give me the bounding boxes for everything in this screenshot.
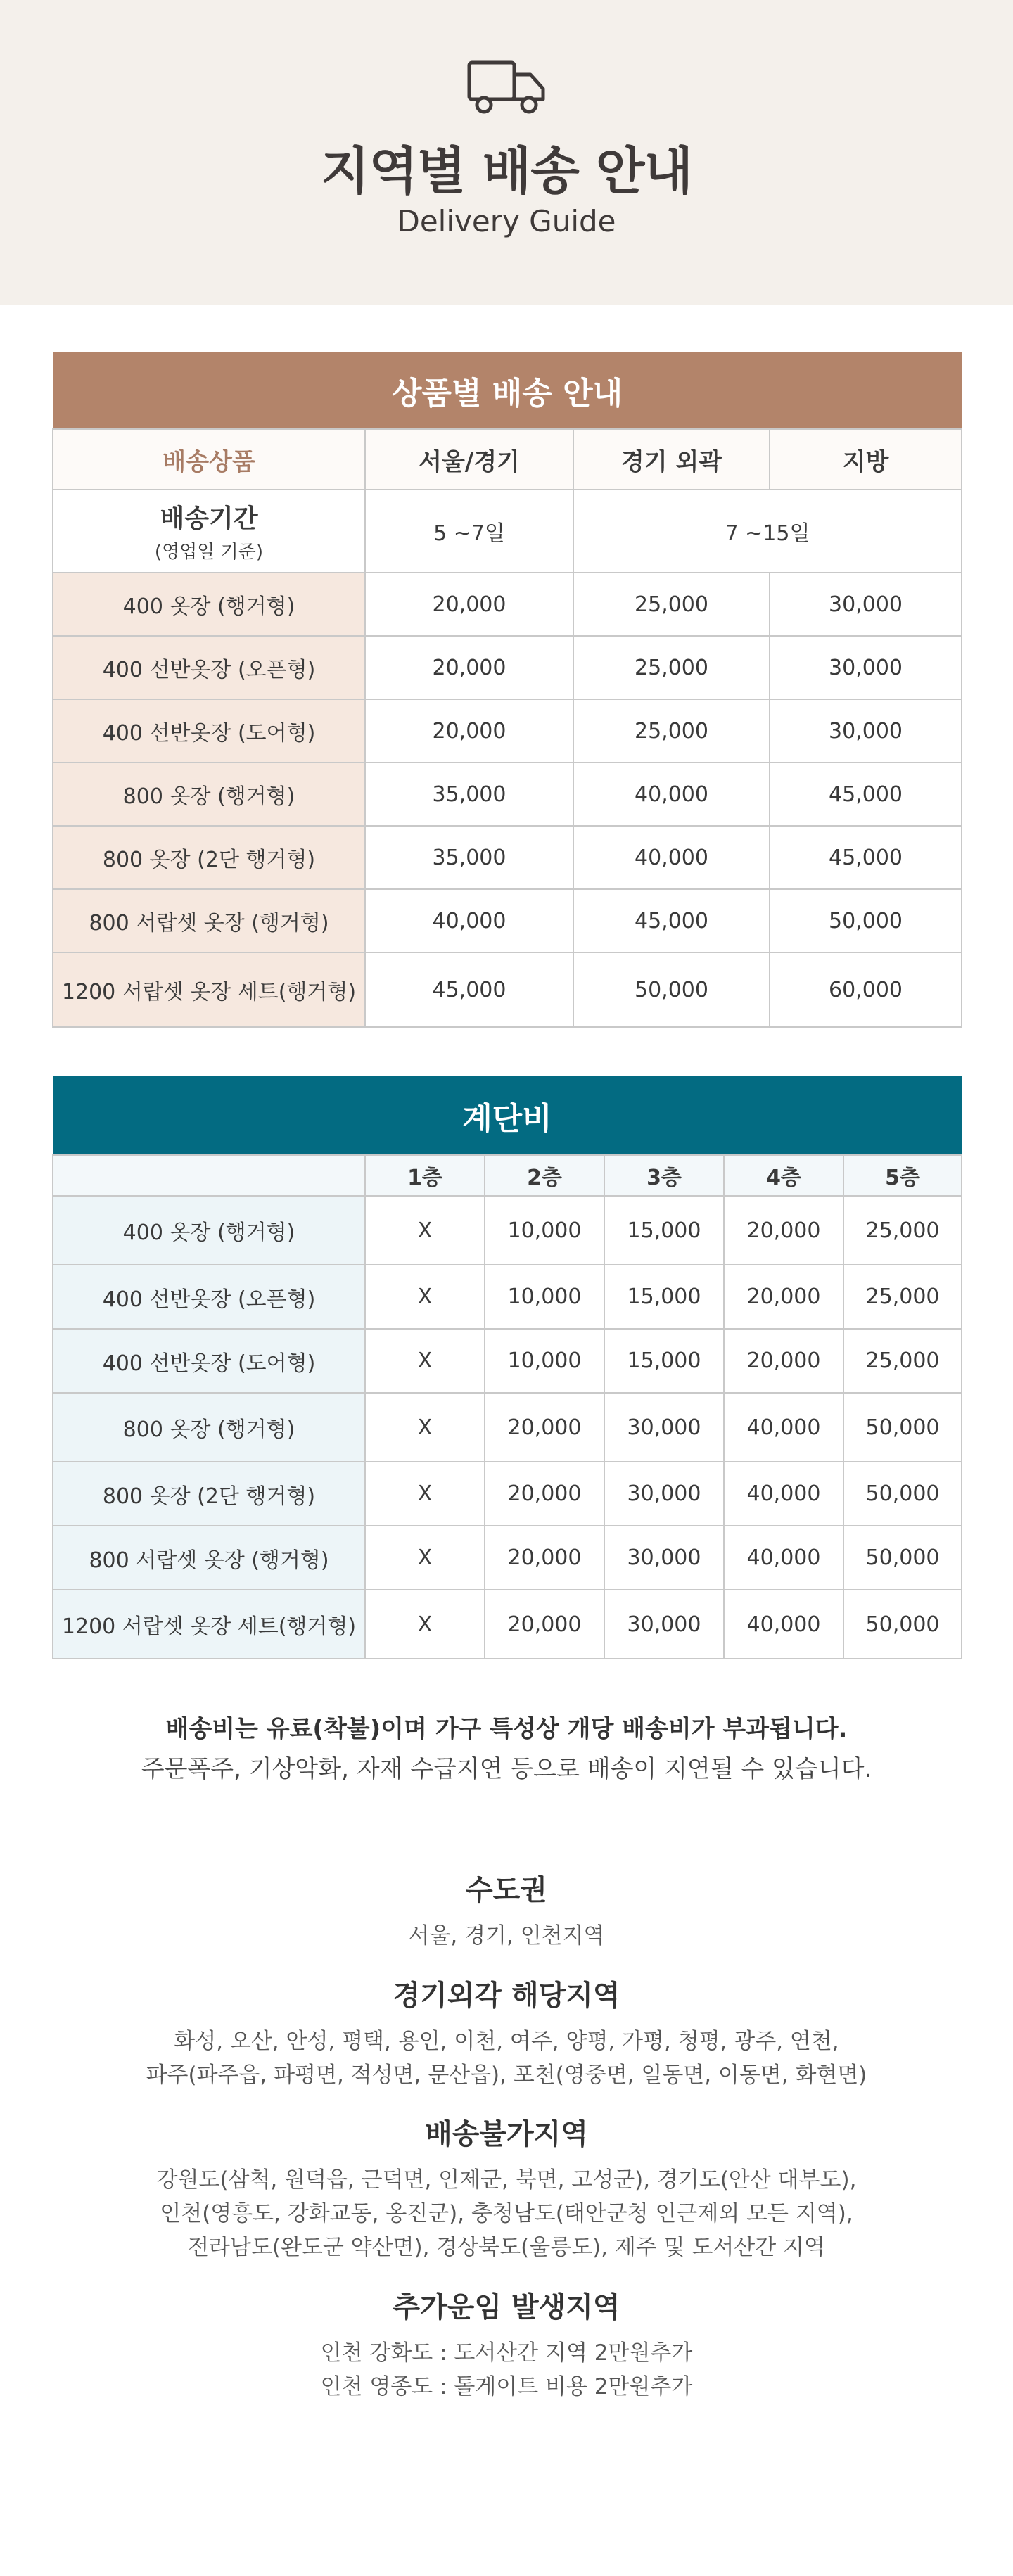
period-label: 배송기간 (160, 504, 258, 533)
fee-floor-2: 20,000 (485, 1393, 604, 1462)
fee-local: 45,000 (770, 763, 962, 826)
product-name: 800 옷장 (행거형) (53, 1393, 365, 1462)
region-line: 강원도(삼척, 원덕읍, 근덕면, 인제군, 북면, 고성군), 경기도(안산 대부도), (156, 2167, 857, 2193)
product-name: 800 옷장 (2단 행거형) (53, 1462, 365, 1526)
region-line: 파주(파주읍, 파평면, 적성면, 문산읍), 포천(영중면, 일동면, 이동면, 화현면) (146, 2062, 867, 2088)
period-seoul: 5 ~7일 (365, 490, 573, 573)
fee-outer: 40,000 (573, 763, 770, 826)
product-name: 800 서랍셋 옷장 (행거형) (53, 1526, 365, 1590)
product-name: 800 서랍셋 옷장 (행거형) (53, 889, 365, 952)
product-name: 400 선반옷장 (오픈형) (53, 636, 365, 699)
fee-outer: 25,000 (573, 636, 770, 699)
product-name: 400 선반옷장 (오픈형) (53, 1265, 365, 1329)
fee-floor-2: 20,000 (485, 1462, 604, 1526)
region-line: 인천(영흥도, 강화교동, 옹진군), 충청남도(태안군청 인근제외 모든 지역), (160, 2201, 853, 2226)
page-subtitle: Delivery Guide (397, 204, 616, 238)
table-row (53, 1329, 962, 1393)
fee-local: 30,000 (770, 699, 962, 763)
header-floor-1: 1층 (365, 1155, 485, 1196)
fee-local: 50,000 (770, 889, 962, 952)
fee-floor-5: 25,000 (843, 1329, 962, 1393)
fee-floor-3: 15,000 (604, 1196, 724, 1265)
table-row (53, 952, 962, 1027)
table-row (53, 826, 962, 889)
fee-seoul: 20,000 (365, 699, 573, 763)
fee-outer: 40,000 (573, 826, 770, 889)
header-blank (53, 1155, 365, 1196)
region-title: 추가운임 발생지역 (393, 2291, 620, 2323)
stairs-table-header (53, 1155, 962, 1196)
table-row (53, 763, 962, 826)
fee-floor-4: 40,000 (724, 1462, 843, 1526)
fee-outer: 45,000 (573, 889, 770, 952)
fee-seoul: 20,000 (365, 573, 573, 636)
fee-local: 45,000 (770, 826, 962, 889)
shipping-table-header (53, 429, 962, 490)
fee-floor-4: 40,000 (724, 1526, 843, 1590)
table-row (53, 1196, 962, 1265)
fee-local: 30,000 (770, 573, 962, 636)
fee-floor-1: X (365, 1393, 485, 1462)
period-sublabel: (영업일 기준) (154, 542, 264, 563)
table-row (53, 1462, 962, 1526)
fee-seoul: 20,000 (365, 636, 573, 699)
stairs-table-caption: 계단비 (53, 1076, 962, 1155)
product-name: 800 옷장 (2단 행거형) (53, 826, 365, 889)
header-floor-3: 3층 (604, 1155, 724, 1196)
region-line: 인천 강화도 : 도서산간 지역 2만원추가 (320, 2340, 693, 2366)
fee-floor-2: 20,000 (485, 1526, 604, 1590)
table-row (53, 573, 962, 636)
region-gyeonggi-outer (0, 1973, 1013, 2092)
fee-floor-3: 15,000 (604, 1329, 724, 1393)
fee-floor-1: X (365, 1265, 485, 1329)
fee-floor-1: X (365, 1526, 485, 1590)
truck-icon (467, 60, 546, 115)
region-line: 화성, 오산, 안성, 평택, 용인, 이천, 여주, 양평, 가평, 청평, 광주, 연천, (174, 2029, 839, 2054)
fee-outer: 25,000 (573, 573, 770, 636)
product-name: 400 옷장 (행거형) (53, 573, 365, 636)
shipping-table-caption: 상품별 배송 안내 (53, 352, 962, 429)
fee-floor-2: 10,000 (485, 1265, 604, 1329)
fee-floor-4: 20,000 (724, 1329, 843, 1393)
shipping-fee-table (52, 352, 962, 1028)
stairs-fee-table (52, 1076, 962, 1659)
fee-floor-2: 10,000 (485, 1196, 604, 1265)
header-floor-2: 2층 (485, 1155, 604, 1196)
fee-floor-4: 20,000 (724, 1265, 843, 1329)
table-row (53, 699, 962, 763)
fee-floor-4: 20,000 (724, 1196, 843, 1265)
fee-floor-1: X (365, 1329, 485, 1393)
fee-outer: 50,000 (573, 952, 770, 1027)
fee-floor-5: 25,000 (843, 1196, 962, 1265)
fee-floor-2: 20,000 (485, 1590, 604, 1659)
fee-local: 60,000 (770, 952, 962, 1027)
header-floor-5: 5층 (843, 1155, 962, 1196)
notice-bold-text: 배송비는 유료(착불)이며 가구 특성상 개당 배송비가 부과됩니다. (165, 1715, 848, 1743)
fee-floor-3: 30,000 (604, 1462, 724, 1526)
header-product: 배송상품 (53, 429, 365, 490)
fee-outer: 25,000 (573, 699, 770, 763)
fee-local: 30,000 (770, 636, 962, 699)
fee-floor-5: 50,000 (843, 1590, 962, 1659)
table-row (53, 1590, 962, 1659)
region-title: 수도권 (466, 1874, 547, 1906)
header-seoul: 서울/경기 (365, 429, 573, 490)
table-row (53, 889, 962, 952)
fee-floor-3: 30,000 (604, 1393, 724, 1462)
fee-seoul: 35,000 (365, 763, 573, 826)
region-extra-fee (0, 2285, 1013, 2404)
header-outer: 경기 외곽 (573, 429, 770, 490)
fee-floor-5: 50,000 (843, 1393, 962, 1462)
product-name: 400 선반옷장 (도어형) (53, 699, 365, 763)
fee-floor-1: X (365, 1590, 485, 1659)
hero-header (0, 0, 1013, 305)
table-row (53, 1526, 962, 1590)
region-line: 서울, 경기, 인천지역 (408, 1923, 605, 1949)
delivery-period-row (53, 490, 962, 573)
region-title: 배송불가지역 (425, 2118, 588, 2150)
region-line: 인천 영종도 : 톨게이트 비용 2만원추가 (320, 2374, 693, 2399)
fee-floor-5: 50,000 (843, 1526, 962, 1590)
table-row (53, 1393, 962, 1462)
product-name: 400 옷장 (행거형) (53, 1196, 365, 1265)
shipping-notice (0, 1709, 1013, 1784)
region-undeliverable (0, 2112, 1013, 2264)
table-row (53, 1265, 962, 1329)
fee-floor-5: 25,000 (843, 1265, 962, 1329)
fee-floor-4: 40,000 (724, 1590, 843, 1659)
region-title: 경기외각 해당지역 (393, 1979, 620, 2012)
fee-floor-3: 30,000 (604, 1590, 724, 1659)
notice-text: 주문폭주, 기상악화, 자재 수급지연 등으로 배송이 지연될 수 있습니다. (141, 1755, 872, 1783)
fee-floor-1: X (365, 1462, 485, 1526)
fee-floor-3: 15,000 (604, 1265, 724, 1329)
page-title: 지역별 배송 안내 (321, 141, 692, 200)
header-local: 지방 (770, 429, 962, 490)
table-row (53, 636, 962, 699)
region-line: 전라남도(완도군 약산면), 경상북도(울릉도), 제주 및 도서산간 지역 (188, 2235, 825, 2260)
product-name: 1200 서랍셋 옷장 세트(행거형) (53, 952, 365, 1027)
product-name: 400 선반옷장 (도어형) (53, 1329, 365, 1393)
fee-floor-1: X (365, 1196, 485, 1265)
region-capital (0, 1868, 1013, 1953)
fee-floor-5: 50,000 (843, 1462, 962, 1526)
product-name: 1200 서랍셋 옷장 세트(행거형) (53, 1590, 365, 1659)
header-floor-4: 4층 (724, 1155, 843, 1196)
fee-seoul: 35,000 (365, 826, 573, 889)
fee-seoul: 40,000 (365, 889, 573, 952)
period-other: 7 ~15일 (573, 490, 962, 573)
product-name: 800 옷장 (행거형) (53, 763, 365, 826)
fee-seoul: 45,000 (365, 952, 573, 1027)
fee-floor-2: 10,000 (485, 1329, 604, 1393)
fee-floor-4: 40,000 (724, 1393, 843, 1462)
fee-floor-3: 30,000 (604, 1526, 724, 1590)
period-label-cell (53, 490, 365, 573)
